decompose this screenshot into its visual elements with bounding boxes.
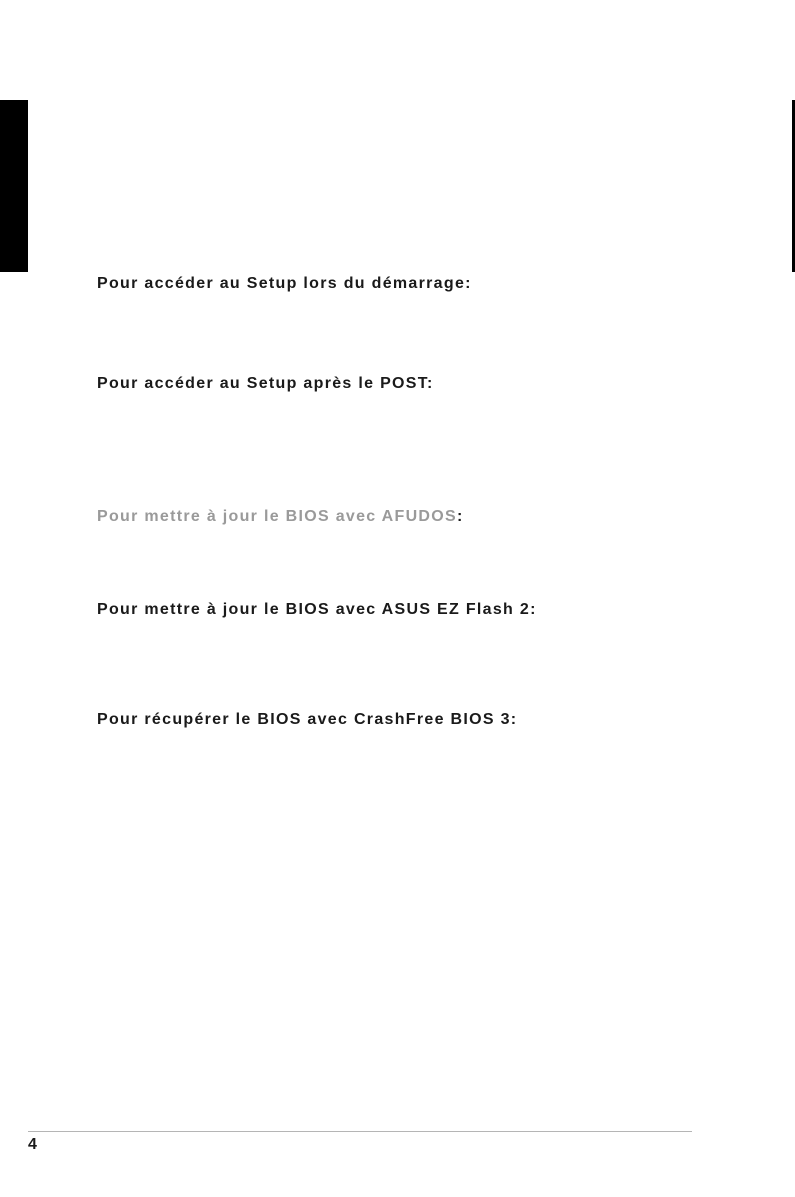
section-heading-afudos	[97, 507, 464, 527]
language-section-tab	[0, 100, 28, 272]
section-heading-ez-flash: Pour mettre à jour le BIOS avec ASUS EZ Flash 2:	[97, 601, 537, 618]
section-heading-afudos-text: Pour mettre à jour le BIOS avec AFUDOS	[97, 508, 458, 525]
page-number: 4	[28, 1136, 37, 1153]
footer-divider	[28, 1131, 692, 1132]
section-heading-setup-post: Pour accéder au Setup après le POST:	[97, 375, 434, 392]
section-heading-setup-boot: Pour accéder au Setup lors du démarrage:	[97, 275, 472, 292]
section-heading-crashfree: Pour récupérer le BIOS avec CrashFree BIOS 3:	[97, 711, 518, 728]
section-heading-afudos-colon: :	[457, 508, 464, 525]
